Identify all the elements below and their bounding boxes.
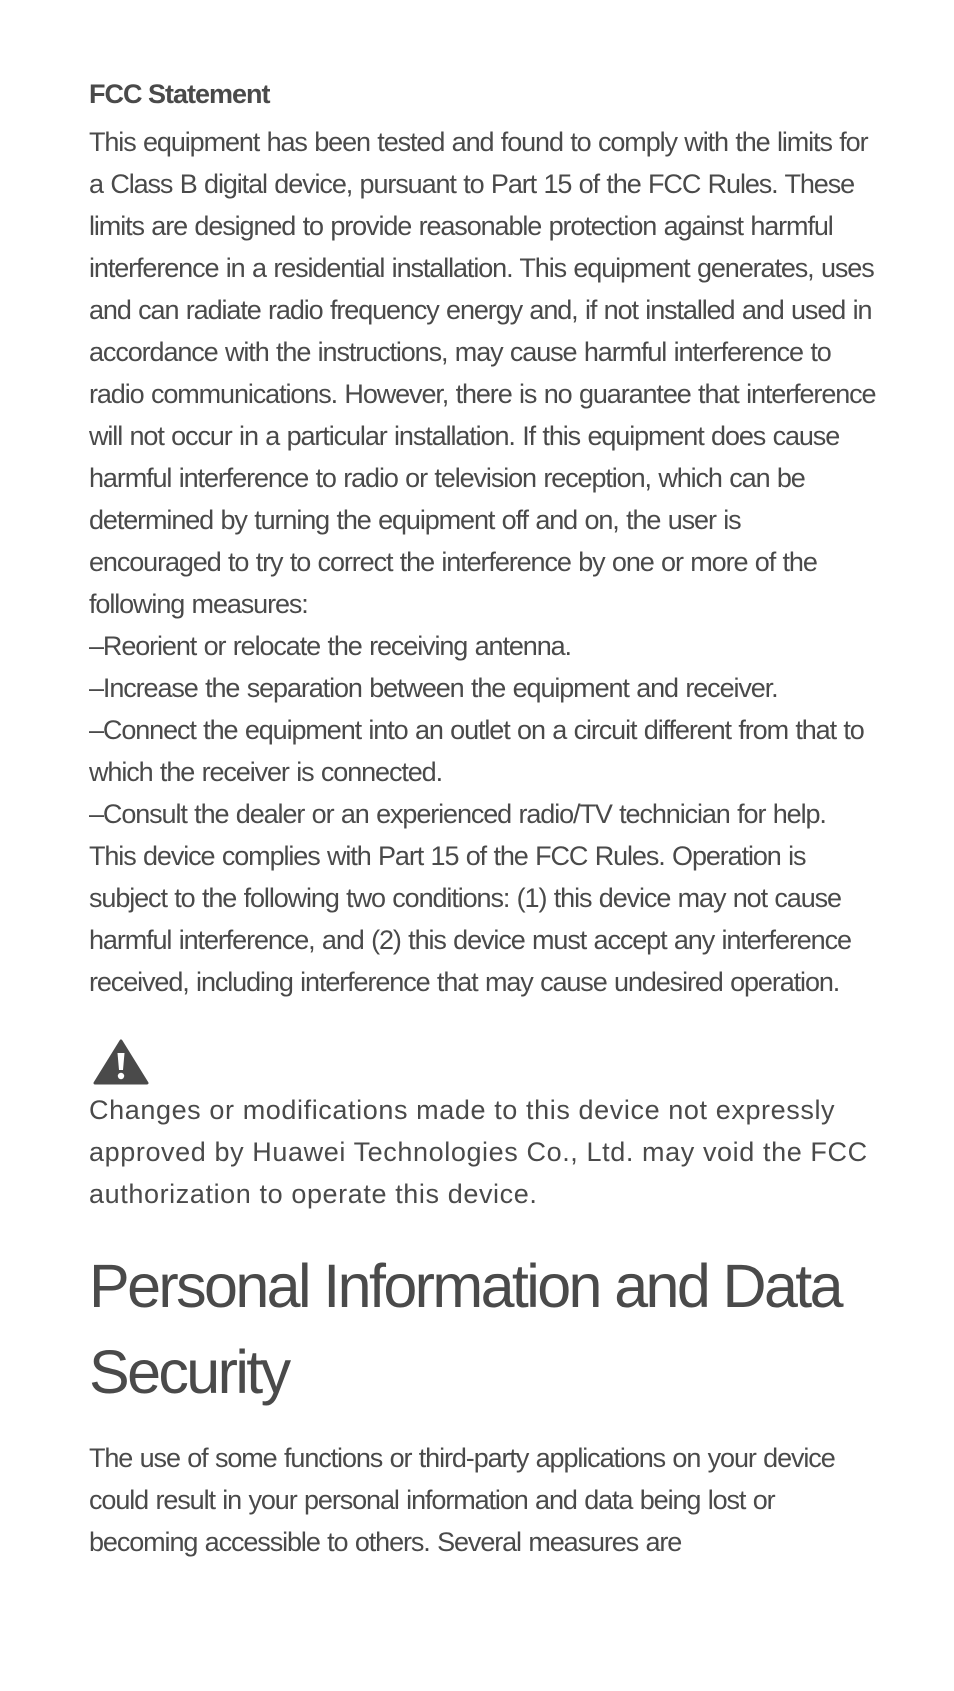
warning-triangle-icon	[93, 1039, 149, 1085]
measure-different-outlet: –Connect the equipment into an outlet on a circuit different from that to which the receiver is connected.	[89, 715, 864, 788]
document-page	[89, 78, 879, 1563]
fcc-compliance-paragraph: This equipment has been tested and found to comply with the limits for a Class B digital device, pursuant to Part 15 of the FCC Rules. These limits are designed to provide reasonable protection against harmful interference in a residential installation. This equipment generates, uses and can radiate radio frequency energy and, if not installed and used in accordance with the instructions, may cause harmful interference to radio communications. However, there is no guarantee that interference will not occur in a particular installation. If this equipment does cause harmful interference to radio or television reception, which can be determined by turning the equipment off and on, the user is encouraged to try to correct the interference by one or more of the following measures:	[89, 127, 876, 620]
warning-text: Changes or modifications made to this device not expressly approved by Huawei Technologies Co., Ltd. may void the FCC authorization to operate this device.	[89, 1095, 868, 1210]
measure-reorient-antenna: –Reorient or relocate the receiving antenna.	[89, 631, 571, 662]
warning-notice	[89, 1039, 879, 1215]
personal-info-security-title: Personal Information and Data Security	[89, 1252, 841, 1407]
measure-consult-dealer: –Consult the dealer or an experienced radio/TV technician for help.	[89, 799, 826, 830]
personal-info-paragraph: The use of some functions or third-party applications on your device could result in your personal information and data being lost or becoming accessible to others. Several measures are	[89, 1443, 835, 1558]
measure-increase-separation: –Increase the separation between the equipment and receiver.	[89, 673, 778, 704]
fcc-statement-heading: FCC Statement	[89, 79, 270, 109]
fcc-part15-paragraph: This device complies with Part 15 of the FCC Rules. Operation is subject to the following two conditions: (1) this device may not cause harmful interference, and (2) this device must accept any interference received, including interference that may cause undesired operation.	[89, 841, 851, 998]
